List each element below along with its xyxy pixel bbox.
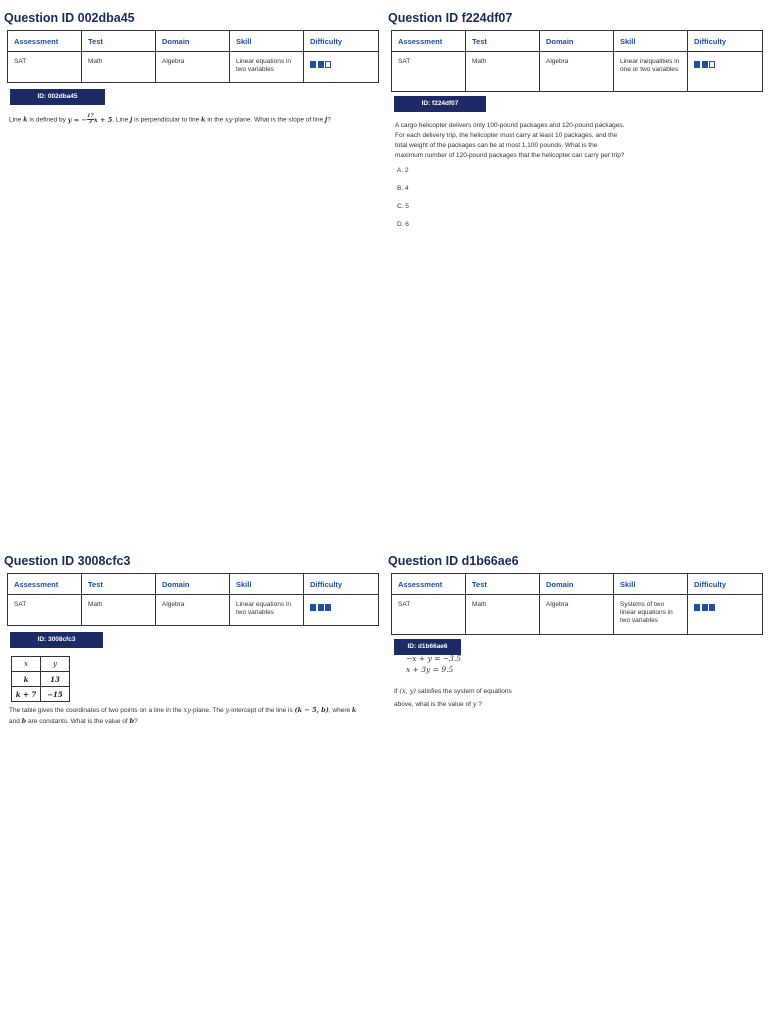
stem-text: . Line: [112, 116, 130, 124]
math-expr: (x, y): [399, 687, 416, 695]
assessment-value: SAT: [392, 52, 466, 92]
test-value: Math: [466, 52, 540, 92]
question-title: Question ID f224df07: [388, 11, 513, 25]
domain-value: Algebra: [156, 595, 230, 626]
equation-lhs: y = −: [67, 115, 87, 124]
header-difficulty: Difficulty: [304, 574, 379, 595]
stem-text: and: [9, 718, 22, 725]
difficulty-square-filled: [694, 604, 700, 611]
stem-text: ?: [476, 701, 482, 708]
math-var: b: [21, 717, 27, 725]
difficulty-square-filled: [318, 61, 324, 68]
equation: [67, 113, 113, 125]
header-assessment: Assessment: [392, 574, 466, 595]
header-difficulty: Difficulty: [304, 31, 379, 52]
question-id-badge: ID: 002dba45: [10, 89, 105, 105]
question-stem: [9, 705, 377, 727]
stem-text: The table gives the coordinates of two points on a line in the: [9, 707, 184, 714]
question-card-f224df07: [388, 11, 762, 241]
answer-option-a[interactable]: A. 2: [397, 167, 409, 174]
math-var: k: [201, 115, 206, 124]
coord-cell: −15: [41, 687, 70, 702]
question-id-badge: ID: 3008cfc3: [10, 632, 103, 648]
stem-text: are constants. What is the value of: [26, 718, 130, 725]
question-title: Question ID 002dba45: [4, 11, 135, 25]
stem-text: , where: [328, 707, 352, 714]
question-card-3008cfc3: [4, 554, 378, 734]
math-var: j: [324, 115, 328, 124]
difficulty-square-empty: [709, 61, 715, 68]
math-var: b: [129, 717, 135, 725]
domain-value: Algebra: [540, 52, 614, 92]
coord-header-y: y: [41, 657, 70, 672]
difficulty-square-filled: [694, 61, 700, 68]
skill-value: Linear equations in two variables: [230, 595, 304, 626]
domain-value: Algebra: [540, 595, 614, 635]
skill-value: Systems of two linear equations in two variables: [614, 595, 688, 635]
difficulty-square-filled: [709, 604, 715, 611]
difficulty-indicator: [310, 61, 331, 68]
math-var: k: [351, 706, 357, 714]
header-assessment: Assessment: [8, 31, 82, 52]
header-test: Test: [82, 31, 156, 52]
difficulty-square-filled: [310, 61, 316, 68]
difficulty-square-filled: [702, 604, 708, 611]
question-card-002dba45: [4, 11, 378, 131]
equation-line: x + 3y = 9.5: [406, 665, 454, 674]
difficulty-indicator: [694, 604, 715, 611]
math-expr: (k − 5, b): [294, 706, 329, 714]
header-difficulty: Difficulty: [688, 31, 763, 52]
fraction: [87, 114, 94, 125]
header-domain: Domain: [540, 31, 614, 52]
math-var: y: [225, 706, 230, 714]
stem-text: -intercept of the line is: [229, 707, 295, 714]
difficulty-square-filled: [318, 604, 324, 611]
question-meta-table: [391, 30, 763, 92]
fraction-denominator: 3: [88, 119, 93, 125]
question-stem: [394, 685, 754, 711]
math-var: k: [23, 115, 28, 124]
header-test: Test: [466, 574, 540, 595]
assessment-value: SAT: [392, 595, 466, 635]
header-difficulty: Difficulty: [688, 574, 763, 595]
math-var: xy: [225, 115, 233, 124]
header-test: Test: [466, 31, 540, 52]
header-test: Test: [82, 574, 156, 595]
math-var: y: [472, 700, 477, 708]
header-domain: Domain: [540, 574, 614, 595]
difficulty-square-filled: [310, 604, 316, 611]
difficulty-indicator: [310, 604, 331, 611]
coordinate-table: [11, 656, 70, 702]
difficulty-cell: [304, 52, 379, 83]
question-card-d1b66ae6: [388, 554, 762, 714]
header-skill: Skill: [614, 31, 688, 52]
test-value: Math: [82, 52, 156, 83]
stem-text: -plane. The: [190, 707, 226, 714]
question-id-badge: ID: d1b66ae6: [394, 639, 461, 655]
equation-line: −x + y = −3.5: [406, 654, 462, 663]
question-stem: [395, 121, 755, 161]
coord-cell: k + 7: [12, 687, 41, 702]
stem-line: For each delivery trip, the helicopter must carry at least 10 packages, and the: [395, 132, 618, 139]
stem-line: total weight of the packages can be at most 1,100 pounds. What is the: [395, 142, 598, 149]
answer-option-b[interactable]: B. 4: [397, 185, 409, 192]
header-domain: Domain: [156, 574, 230, 595]
equation-system: [406, 653, 461, 675]
stem-line: maximum number of 120-pound packages that the helicopter can carry per trip?: [395, 152, 625, 159]
coord-cell: 13: [41, 672, 70, 687]
stem-text: Line: [9, 116, 24, 124]
question-id-badge: ID: f224df07: [394, 96, 486, 112]
stem-text: above, what is the value of: [394, 701, 473, 708]
assessment-value: SAT: [8, 52, 82, 83]
header-skill: Skill: [230, 574, 304, 595]
question-stem: [9, 114, 379, 126]
equation-rhs: x + 5: [93, 115, 113, 124]
answer-option-d[interactable]: D. 6: [397, 221, 409, 228]
header-assessment: Assessment: [8, 574, 82, 595]
header-skill: Skill: [230, 31, 304, 52]
coord-header-x: x: [12, 657, 41, 672]
skill-value: Linear inequalities in one or two variables: [614, 52, 688, 92]
stem-text: ?: [134, 718, 138, 725]
header-skill: Skill: [614, 574, 688, 595]
stem-text: in the: [205, 116, 226, 124]
answer-option-c[interactable]: C. 5: [397, 203, 409, 210]
question-title: Question ID 3008cfc3: [4, 554, 131, 568]
stem-line: A cargo helicopter delivers only 100-pound packages and 120-pound packages.: [395, 122, 625, 129]
question-meta-table: [7, 573, 379, 626]
stem-text: If: [394, 688, 400, 695]
difficulty-square-empty: [325, 61, 331, 68]
question-title: Question ID d1b66ae6: [388, 554, 519, 568]
difficulty-square-filled: [702, 61, 708, 68]
math-var: j: [130, 115, 133, 124]
question-meta-table: [391, 573, 763, 635]
math-var: xy: [183, 706, 191, 714]
header-assessment: Assessment: [392, 31, 466, 52]
stem-text: satisfies the system of equations: [415, 688, 512, 695]
stem-text: -plane. What is the slope of line: [232, 116, 325, 124]
assessment-value: SAT: [8, 595, 82, 626]
question-meta-table: [7, 30, 379, 83]
test-value: Math: [82, 595, 156, 626]
difficulty-indicator: [694, 61, 715, 68]
domain-value: Algebra: [156, 52, 230, 83]
stem-text: is perpendicular to line: [132, 116, 202, 124]
stem-text: ?: [327, 116, 331, 124]
coord-cell: k: [12, 672, 41, 687]
difficulty-cell: [304, 595, 379, 626]
header-domain: Domain: [156, 31, 230, 52]
test-value: Math: [466, 595, 540, 635]
stem-text: is defined by: [27, 116, 68, 124]
difficulty-square-filled: [325, 604, 331, 611]
difficulty-cell: [688, 52, 763, 92]
difficulty-cell: [688, 595, 763, 635]
skill-value: Linear equations in two variables: [230, 52, 304, 83]
fraction-numerator: 17: [86, 113, 94, 119]
